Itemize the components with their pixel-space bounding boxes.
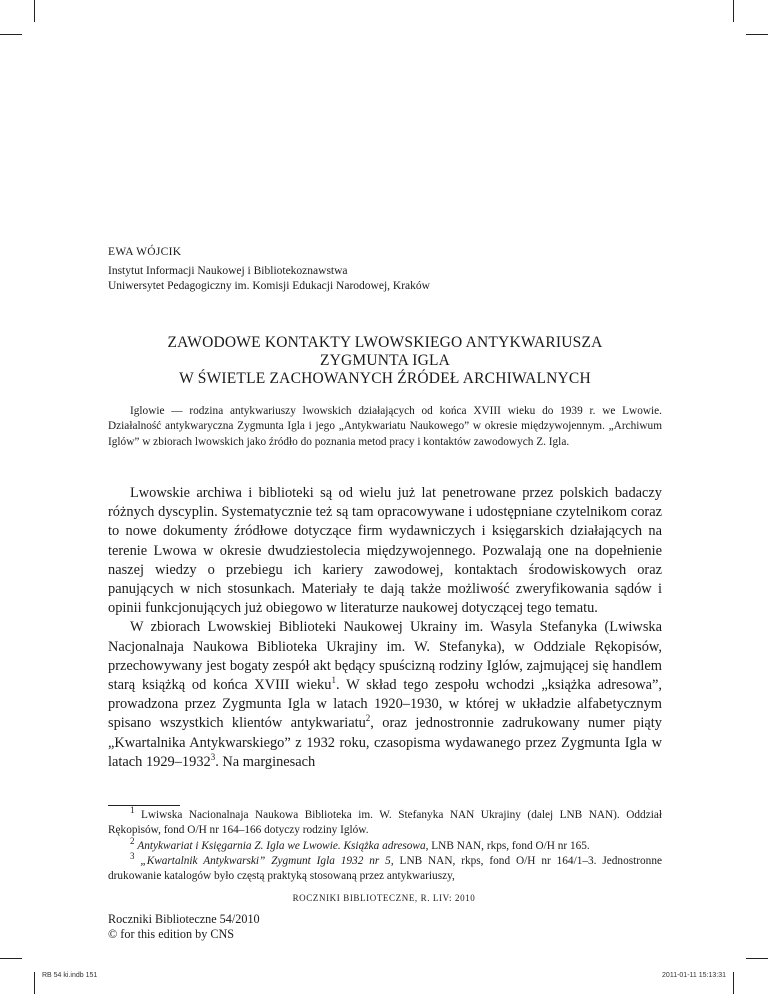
running-footer: ROCZNIKI BIBLIOTECZNE, R. LIV: 2010 <box>292 893 476 903</box>
author-name: EWA WÓJCIK <box>108 246 182 258</box>
paragraph-2-part-c: , oraz jednostronnie zadrukowany numer piąty „Kwartalnika Antykwarskiego” z 1932 roku, czasopisma wydawanego przez Zygmunta Igla w latach 1929–1932 <box>108 715 662 770</box>
crop-mark-bottom-right-v <box>733 972 734 994</box>
title-line-1: ZAWODOWE KONTAKTY LWOWSKIEGO ANTYKWARIUSZA <box>167 334 603 351</box>
footnote-number-3: 3 <box>130 851 135 862</box>
footnote-1-text: Lwiwska Nacionalnaja Naukowa Biblioteka im. W. Stefanyka NAN Ukrajiny (dalej LNB NAN). Oddział Rękopisów, fond O/H nr 164–166 dotyczy rodziny Iglów. <box>108 809 662 837</box>
crop-mark-bottom-right-h <box>746 958 768 959</box>
title-line-2: ZYGMUNTA IGLA <box>319 352 451 369</box>
print-slug-filename: RB 54 ki.indb 151 <box>42 972 98 979</box>
paragraph-2 <box>108 618 662 772</box>
crop-mark-bottom-left-v <box>34 972 35 994</box>
footnote-3-title: „Kwartalnik Antykwarski” Zygmunt Igla 1932 nr 5 <box>140 854 391 867</box>
footnote-2-text: , LNB NAN, rkps, fond O/H nr 165. <box>425 839 590 852</box>
footnote-ref-3[interactable]: 3 <box>210 752 216 763</box>
footnote-ref-1[interactable]: 1 <box>331 675 336 686</box>
crop-mark-top-right-h <box>746 34 768 35</box>
crop-mark-bottom-left-h <box>0 958 22 959</box>
footnotes <box>108 805 662 884</box>
title-line-3: W ŚWIETLE ZACHOWANYCH ŹRÓDEŁ ARCHIWALNYCH <box>179 370 591 387</box>
copyright-notice <box>108 912 260 942</box>
crop-mark-top-left-h <box>0 34 22 35</box>
affiliation <box>108 264 662 294</box>
paragraph-2-part-d: . Na marginesach <box>215 753 316 770</box>
footnote-rule <box>108 805 180 806</box>
footnote-1 <box>108 805 662 839</box>
footnote-3-text: , LNB NAN, rkps, fond O/H nr 164/1–3. Jednostronne drukowanie katalogów było częstą praktyką stosowaną przez antykwariuszy, <box>108 854 662 883</box>
footnote-number-1: 1 <box>130 805 135 816</box>
footnote-ref-2[interactable]: 2 <box>365 713 371 724</box>
crop-mark-top-right-v <box>733 0 734 22</box>
article-title <box>108 334 662 388</box>
footnote-3 <box>108 851 662 885</box>
paragraph-2-part-b: . W skład tego zespołu wchodzi „książka adresowa”, prowadzona przez Zygmunta Igla w latach 1920–1930, w której w układzie alfabetycznym spisano wszystkich klientów antykwariatu <box>108 677 662 732</box>
footnote-number-2: 2 <box>130 835 135 846</box>
affiliation-line-1: Instytut Informacji Naukowej i Bibliotekoznawstwa <box>108 265 348 277</box>
paragraph-1: Lwowskie archiwa i biblioteki są od wielu już lat penetrowane przez polskich badaczy różnych dyscyplin. Systematycznie też są tam opracowywane i udostępniane czytelnikom coraz to nowe dokumenty źródłowe dotyczące firm wydawniczych i księgarskich działających na terenie Lwowa w okresie dwudziestolecia międzywojennego. Pozwalają one na dopełnienie naszej wiedzy o przebiegu ich kariery zawodowej, kontaktach środowiskowych oraz panujących w nich stosunkach. Materiały te dają także możliwość zweryfikowania sądów i opinii funkcjonujących już obiegowo w literaturze naukowej dotyczącej tego tematu. <box>108 485 662 617</box>
copyright-line-2: © for this edition by CNS <box>108 927 235 941</box>
crop-mark-top-left-v <box>34 0 35 22</box>
copyright-line-1: Roczniki Biblioteczne 54/2010 <box>108 912 260 926</box>
footnote-2 <box>108 835 662 854</box>
print-slug-timestamp: 2011-01-11 15:13:31 <box>662 972 726 979</box>
body-text <box>108 484 662 772</box>
abstract: Iglowie — rodzina antykwariuszy lwowskich działających od końca XVIII wieku do 1939 r. we Lwowie. Działalność antykwaryczna Zygmunta Igla i jego „Antykwariatu Naukowego” w okresie międzywojennym. „Archiwum Iglów” w zbiorach lwowskich jako źródło do poznania metod pracy i kontaktów zawodowych Z. Igla. <box>108 405 662 448</box>
footnote-2-title: Antykwariat i Księgarnia Z. Igla we Lwowie. Książka adresowa <box>137 839 426 852</box>
affiliation-line-2: Uniwersytet Pedagogiczny im. Komisji Edukacji Narodowej, Kraków <box>108 280 430 292</box>
paragraph-2-part-a: W zbiorach Lwowskiej Biblioteki Naukowej Ukrainy im. Wasyla Stefanyka (Lwiwska Nacjonalnaja Naukowa Biblioteka Ukrajiny im. W. Stefanyka), w Oddziale Rękopisów, przechowywany jest bogaty zespół akt będący spuścizną rodziny Iglów, zajmującej się handlem starą książką od końca XVIII wieku <box>108 619 662 694</box>
